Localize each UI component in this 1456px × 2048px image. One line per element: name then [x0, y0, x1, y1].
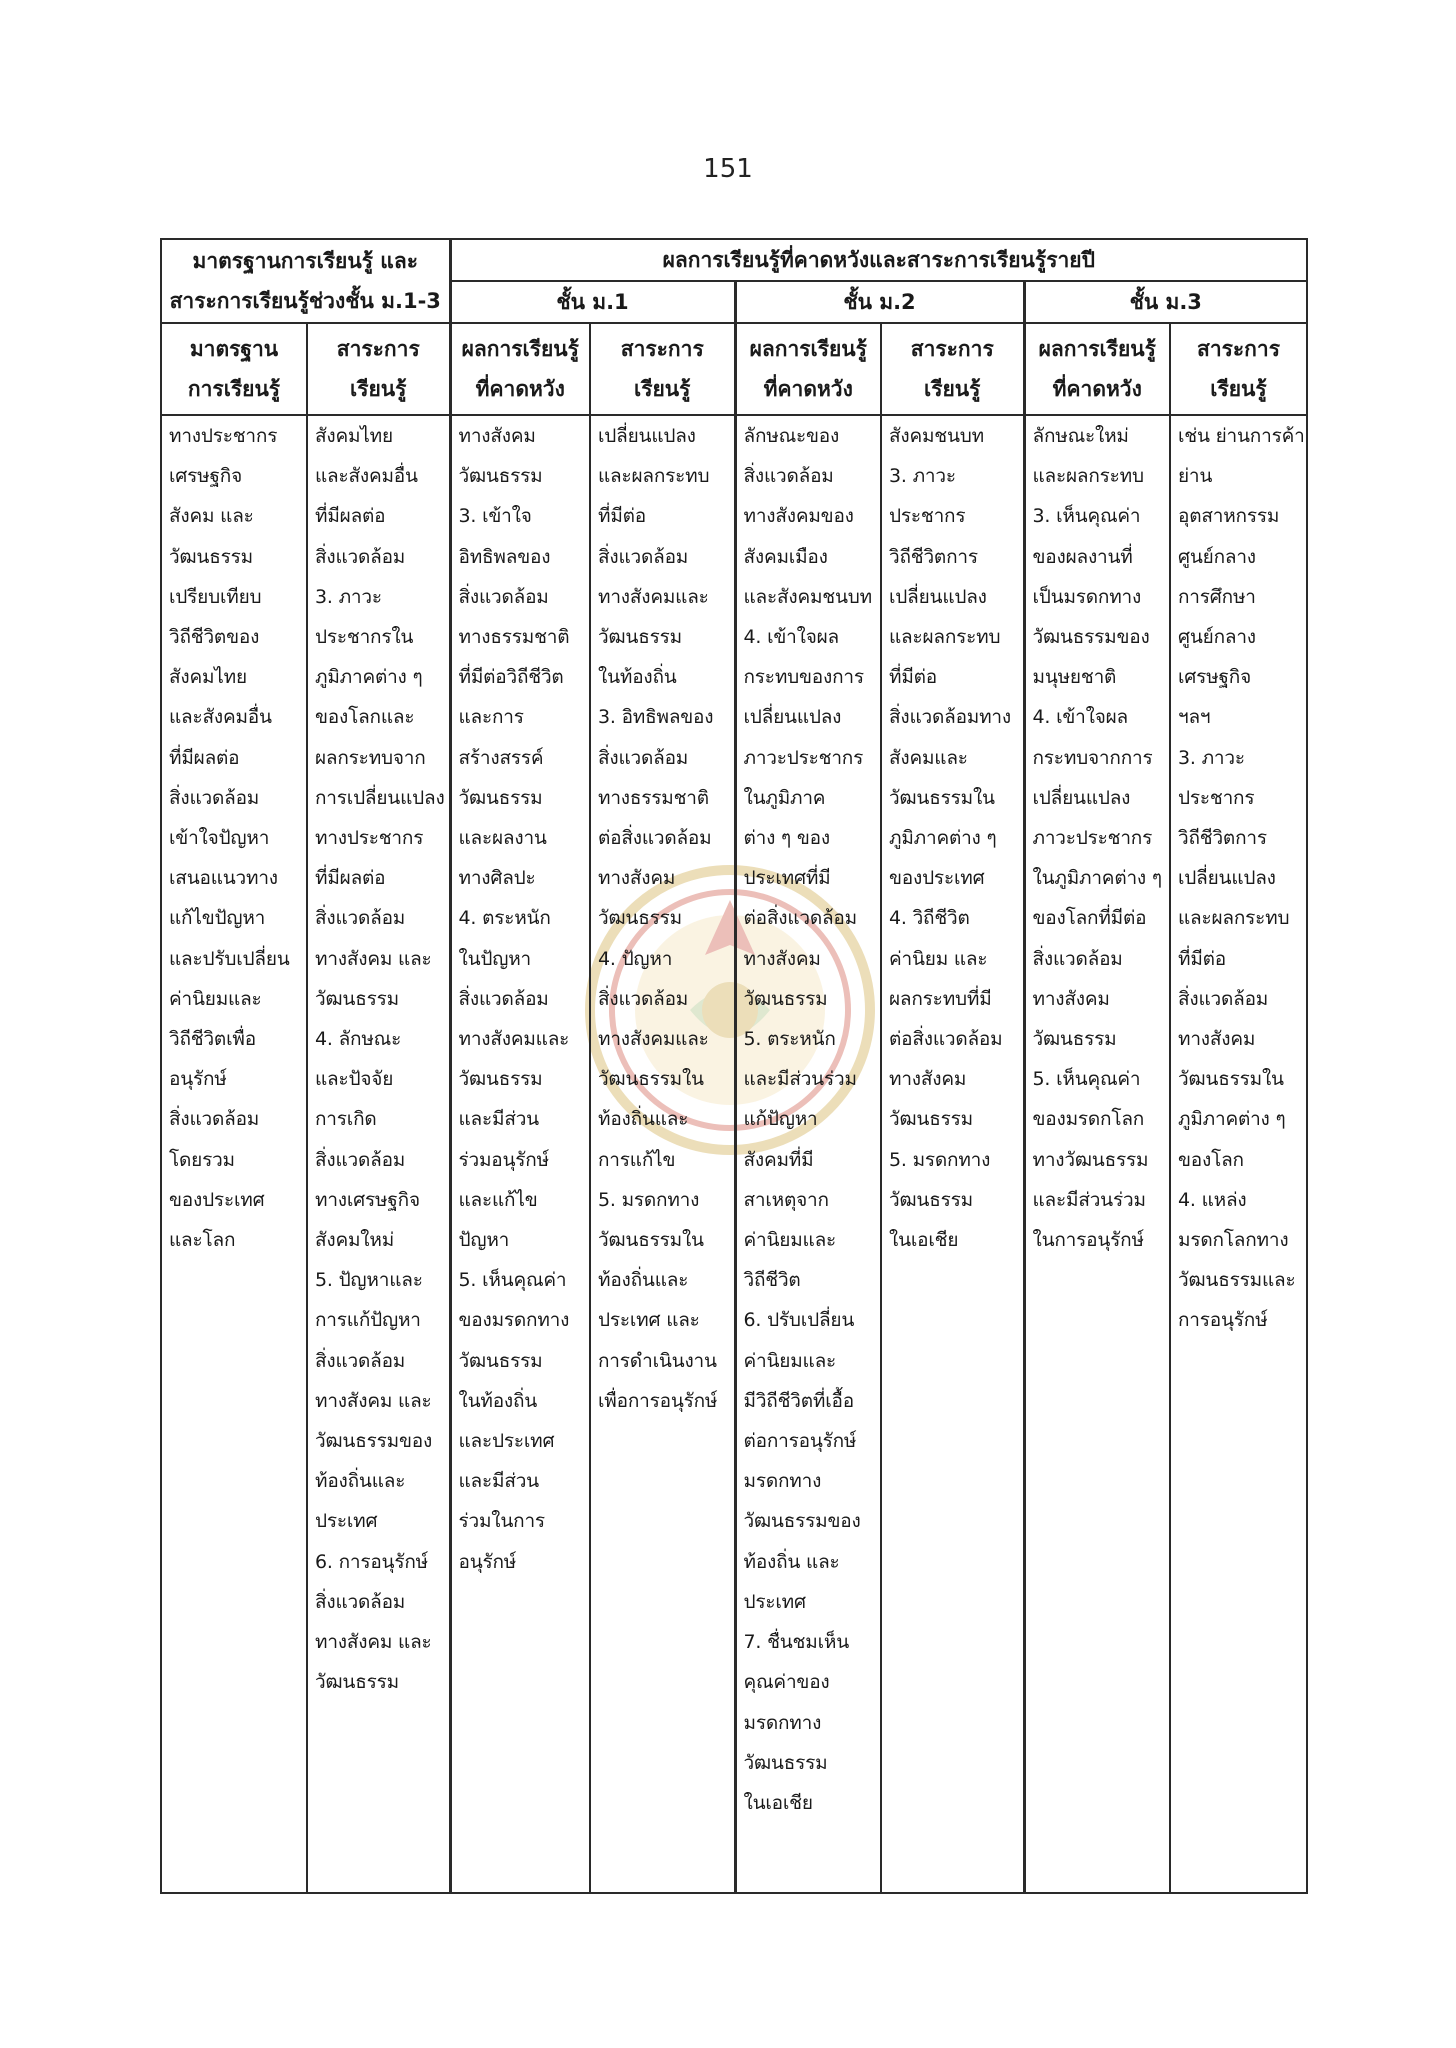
grade-header-m2: ชั้น ม.2 [735, 281, 1024, 323]
standards-header-line1: มาตรฐานการเรียนรู้ และ [192, 249, 418, 273]
subheader-line2: เรียนรู้ [924, 377, 981, 401]
cell-text: สังคมไทย และสังคมอื่น ที่มีผลต่อ สิ่งแวดล้อม 3. ภาวะ ประชากรใน ภูมิภาคต่าง ๆ ของโลกและ ผลกระทบจาก การเปลี่ยนแปลง ทางประชากร ที่มีผลต่อ สิ่งแวดล้อม ทางสังคม และ วัฒนธรรม 4. ลักษณะ และปัจจัย การเกิด สิ่งแวดล้อม ทางเศรษฐกิจ สังคมใหม่ 5. ปัญหาและ การแก้ปัญหา สิ่งแวดล้อม ทางสังคม และ วัฒนธรรมของ ท้องถิ่นและ ประเทศ 6. การอนุรักษ์ สิ่งแวดล้อม ทางสังคม และ วัฒนธรรม [315, 425, 445, 1694]
subheader-standard [161, 323, 307, 415]
subheader-line1: สาระการ [910, 337, 994, 361]
subheader-line2: ที่คาดหวัง [1052, 377, 1142, 401]
standards-header-line2: สาระการเรียนรู้ช่วงชั้น ม.1-3 [169, 289, 441, 313]
subheader-line2: เรียนรู้ [634, 377, 691, 401]
subheader-line2: ที่คาดหวัง [475, 377, 565, 401]
curriculum-table [160, 238, 1308, 1894]
cell-text: ลักษณะใหม่ และผลกระทบ 3. เห็นคุณค่า ของผลงานที่ เป็นมรดกทาง วัฒนธรรมของ มนุษยชาติ 4. เข้าใจผล กระทบจากการ เปลี่ยนแปลง ภาวะประชากร ในภูมิภาคต่าง ๆ ของโลกที่มีต่อ สิ่งแวดล้อม ทางสังคม วัฒนธรรม 5. เห็นคุณค่า ของมรดกโลก ทางวัฒนธรรม และมีส่วนร่วม ในการอนุรักษ์ [1032, 425, 1162, 1252]
subheader-content-m3 [1170, 323, 1307, 415]
subheader-content-m2 [881, 323, 1024, 415]
cell-content-m3 [1170, 415, 1307, 1893]
cell-outcomes-m2 [735, 415, 881, 1893]
page-number: 151 [703, 154, 753, 184]
subheader-line2: ที่คาดหวัง [763, 377, 853, 401]
subheader-content [307, 323, 450, 415]
cell-text: สังคมชนบท 3. ภาวะ ประชากร วิถีชีวิตการ เปลี่ยนแปลง และผลกระทบ ที่มีต่อ สิ่งแวดล้อมทาง สังคมและ วัฒนธรรมใน ภูมิภาคต่าง ๆ ของประเทศ 4. วิถีชีวิต ค่านิยม และ ผลกระทบที่มี ต่อสิ่งแวดล้อม ทางสังคม วัฒนธรรม 5. มรดกทาง วัฒนธรรม ในเอเชีย [889, 425, 1011, 1252]
subheader-outcomes-m3 [1024, 323, 1170, 415]
cell-text: ทางประชากร เศรษฐกิจ สังคม และ วัฒนธรรม เปรียบเทียบ วิถีชีวิตของ สังคมไทย และสังคมอื่น ที่มีผลต่อ สิ่งแวดล้อม เข้าใจปัญหา เสนอแนวทาง แก้ไขปัญหา และปรับเปลี่ยน ค่านิยมและ วิถีชีวิตเพื่อ อนุรักษ์ สิ่งแวดล้อม โดยรวม ของประเทศ และโลก [169, 425, 290, 1252]
subheader-line2: เรียนรู้ [350, 377, 407, 401]
subheader-line2: การเรียนรู้ [187, 377, 281, 401]
subheader-line1: สาระการ [620, 337, 704, 361]
cell-text: เปลี่ยนแปลง และผลกระทบ ที่มีต่อ สิ่งแวดล้อม ทางสังคมและ วัฒนธรรม ในท้องถิ่น 3. อิทธิพลของ สิ่งแวดล้อม ทางธรรมชาติ ต่อสิ่งแวดล้อม ทางสังคม วัฒนธรรม 4. ปัญหา สิ่งแวดล้อม ทางสังคมและ วัฒนธรรมใน ท้องถิ่นและ การแก้ไข 5. มรดกทาง วัฒนธรรมใน ท้องถิ่นและ ประเทศ และ การดำเนินงาน เพื่อการอนุรักษ์ [598, 425, 718, 1412]
outcomes-header: ผลการเรียนรู้ที่คาดหวังและสาระการเรียนรู้รายปี [450, 239, 1307, 281]
subheader-content-m1 [590, 323, 735, 415]
cell-outcomes-m1 [450, 415, 590, 1893]
standards-header [161, 239, 450, 323]
subheader-outcomes-m2 [735, 323, 881, 415]
cell-content [307, 415, 450, 1893]
cell-standard [161, 415, 307, 1893]
grade-header-m3: ชั้น ม.3 [1024, 281, 1307, 323]
cell-text: ลักษณะของ สิ่งแวดล้อม ทางสังคมของ สังคมเมือง และสังคมชนบท 4. เข้าใจผล กระทบของการ เปลี่ยนแปลง ภาวะประชากร ในภูมิภาค ต่าง ๆ ของ ประเทศที่มี ต่อสิ่งแวดล้อม ทางสังคม วัฒนธรรม 5. ตระหนัก และมีส่วนร่วม แก้ปัญหา สังคมที่มี สาเหตุจาก ค่านิยมและ วิถีชีวิต 6. ปรับเปลี่ยน ค่านิยมและ มีวิถีชีวิตที่เอื้อ ต่อการอนุรักษ์ มรดกทาง วัฒนธรรมของ ท้องถิ่น และ ประเทศ 7. ชื่นชมเห็น คุณค่าของ มรดกทาง วัฒนธรรม ในเอเชีย [743, 425, 872, 1814]
cell-outcomes-m3 [1024, 415, 1170, 1893]
subheader-line1: มาตรฐาน [189, 337, 279, 361]
grade-header-m1: ชั้น ม.1 [450, 281, 735, 323]
subheader-line2: เรียนรู้ [1210, 377, 1267, 401]
cell-content-m2 [881, 415, 1024, 1893]
subheader-line1: ผลการเรียนรู้ [749, 337, 867, 361]
cell-content-m1 [590, 415, 735, 1893]
cell-text: เช่น ย่านการค้า ย่านอุตสาหกรรม ศูนย์กลาง การศึกษา ศูนย์กลาง เศรษฐกิจ ฯลฯ 3. ภาวะ ประชากร วิถีชีวิตการ เปลี่ยนแปลง และผลกระทบ ที่มีต่อ สิ่งแวดล้อม ทางสังคม วัฒนธรรมใน ภูมิภาคต่าง ๆ ของโลก 4. แหล่ง มรดกโลกทาง วัฒนธรรมและ การอนุรักษ์ [1178, 425, 1305, 1332]
subheader-line1: สาระการ [336, 337, 420, 361]
cell-text: ทางสังคม วัฒนธรรม 3. เข้าใจ อิทธิพลของ สิ่งแวดล้อม ทางธรรมชาติ ที่มีต่อวิถีชีวิต และการ สร้างสรรค์ วัฒนธรรม และผลงาน ทางศิลปะ 4. ตระหนัก ในปัญหา สิ่งแวดล้อม ทางสังคมและ วัฒนธรรม และมีส่วน ร่วมอนุรักษ์ และแก้ไข ปัญหา 5. เห็นคุณค่า ของมรดกทาง วัฒนธรรม ในท้องถิ่น และประเทศ และมีส่วน ร่วมในการ อนุรักษ์ [458, 425, 570, 1573]
subheader-line1: ผลการเรียนรู้ [461, 337, 579, 361]
subheader-outcomes-m1 [450, 323, 590, 415]
subheader-line1: สาระการ [1197, 337, 1280, 361]
subheader-line1: ผลการเรียนรู้ [1038, 337, 1156, 361]
